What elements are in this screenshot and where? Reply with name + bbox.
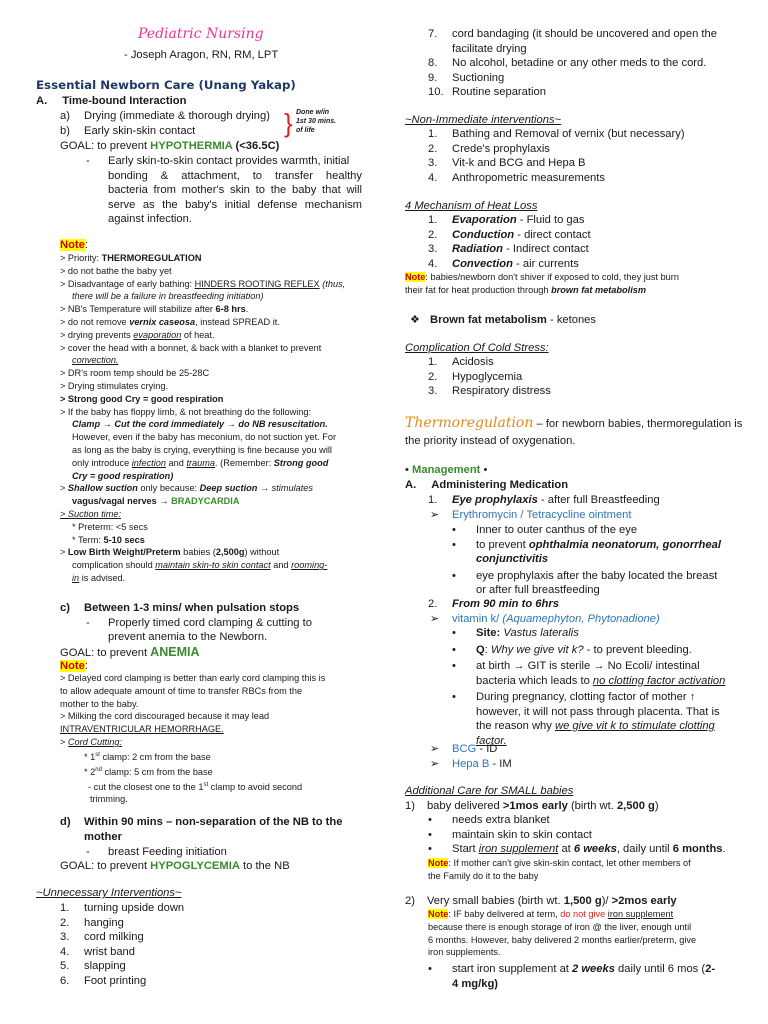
done-note-2: 1st 30 mins. (296, 118, 337, 125)
diamond-icon: ❖ (410, 314, 421, 326)
item-drying: Drying (immediate & thorough drying) (84, 110, 270, 122)
nonimmediate-list: 1. Bathing and Removal of vernix (but necessary) 2. Crede's prophylaxis 3. Vit-k and BCG and Hepa B 4. Anthropometric measurements (428, 128, 685, 184)
note-label: Note (60, 660, 85, 672)
thermoregulation-line-2: the priority instead of oxygenation. (405, 435, 576, 447)
notes-block-1: > Priority: THERMOREGULATION > do not bathe the baby yet > Disadvantage of early bathing: HINDERS ROOTING REFLEX (thus, there will be a failure in breastfeeding initiation) > NB's Temperature will stabilize after 6-8 hrs. > do not remove vernix caseosa, instead SPREAD it. > drying prevents evaporation of heat. > cover the head with a bonnet, & back with a blanket to prevent convection. > DR's room temp should be 25-28C > Drying stimulates crying. > Strong good Cry = good respiration > If the baby has floppy limb, & not breathing do the following: Clamp → Cut the cord immediately → do NB resuscitation. However, even if the baby has meconium, do not suction yet. For as long as the baby is crying, everything is fine because you will only introduce infection and trauma. (Remember: Strong good Cry = good respiration) > Shallow suction only because: Deep suction → stimulates vagus/vagal nerves → BRADYCARDIA > Suction time: * Preterm: <5 secs * Term: 5-10 secs > Low Birth Weight/Preterm babies (2,500g) without complication should maintain skin-to skin contact and rooming- in is advised. (60, 253, 346, 583)
item-d-marker: d) (60, 816, 71, 828)
item-c-marker: c) (60, 602, 70, 614)
dash-icon: - (86, 155, 90, 167)
goal-hypoglycemia: GOAL: to prevent HYPOGLYCEMIA to the NB (60, 860, 290, 872)
thermoregulation-line: Thermoregulation – for newborn babies, thermoregulation is (405, 415, 743, 431)
arrow-bullet-icon: ➢ (430, 743, 440, 755)
management-heading: • Management • (405, 464, 488, 476)
author-line: - Joseph Aragon, RN, RM, LPT (124, 49, 279, 61)
goal-anemia: GOAL: to prevent ANEMIA (60, 645, 200, 659)
page-title: Pediatric Nursing (138, 26, 264, 42)
small-babies-title: Additional Care for SMALL babies (405, 785, 574, 797)
goal-hypothermia: GOAL: to prevent HYPOTHERMIA (<36.5C) (60, 140, 280, 152)
skin-paragraph: Early skin-to-skin contact provides warmth, initial bonding & attachment, to transfer healthy bacteria from mother's skin to the baby that will serve as the baby's initial defense mechanism against infection. (108, 155, 362, 225)
eye-prophylaxis-line: 1. Eye prophylaxis - after full Breastfeeding (428, 494, 660, 506)
eye-bullets: • Inner to outer canthus of the eye • to prevent ophthalmia neonatorum, gonorrheal conjunctivitis • eye prophylaxis after the baby located the breast or after full breastfeeding (452, 524, 721, 596)
item-a-marker: a) (60, 110, 70, 122)
small-2-note: Note: IF baby delivered at term, do not give iron supplement because there is enough storage of iron @ the liver, enough until 6 months. However, baby delivered 2 months earlier/preterm, give iron supplements. (428, 909, 697, 958)
arrow-bullet-icon: ➢ (430, 613, 440, 625)
label-a-right: A. (405, 479, 417, 491)
notes-block-2: > Delayed cord clamping is better than early cord clamping this is to allow adequate amount of time to transfer RBCs from the mother to the baby. > Milking the cord discouraged because it may lead INTRAVENTRICULAR HEMORRHAGE. > Cord Cutting: * 1st clamp: 2 cm from the base * 2nd clamp: 5 cm from the base - cut the closest one to the 1st clamp to avoid second trimming. (60, 673, 326, 805)
bcg-line: BCG - ID (452, 743, 498, 755)
section-title: Essential Newborn Care (Unang Yakap) (36, 78, 296, 92)
small-2-bullet: • start iron supplement at 2 weeks daily until 6 mos (2- 4 mg/kg) (428, 963, 716, 990)
small-2-line: 2) Very small babies (birth wt. 1,500 g)/ >2mos early (405, 895, 677, 907)
brace-icon: } (284, 108, 293, 138)
small-1-note: Note: If mother can't give skin-skin contact, let other members of the Family do it to the baby (428, 858, 691, 881)
vitk-time-line: 2. From 90 min to 6hrs (428, 598, 559, 610)
item-b-marker: b) (60, 125, 70, 137)
done-note-1: Done w/in (296, 109, 330, 116)
note-label: Note (60, 239, 85, 251)
c-heading: Between 1-3 mins/ when pulsation stops (84, 602, 300, 614)
dash-icon: - (86, 617, 90, 629)
heat-note: Note: babies/newborn don't shiver if exposed to cold, they just burn their fat for heat production through brown fat metabolism (405, 272, 679, 295)
d-heading-1: Within 90 mins – non-separation of the NB to the (84, 816, 343, 828)
item-skin-contact: Early skin-skin contact (84, 125, 196, 137)
vitk-bullets: • Site: Vastus lateralis • Q: Why we give vit k? - to prevent bleeding. • at birth → GIT is sterile → No Ecoli/ intestinal bacteria which leads to no clotting factor activation • During pregnancy, clotting factor of mother ↑ however, it will not pass through placenta. That is the reason why we give vit k to stimulate clotting factor. (452, 627, 726, 747)
nonimmediate-title: ~Non-Immediate interventions~ (405, 114, 562, 126)
c-text-1: Properly timed cord clamping & cutting to (108, 617, 312, 629)
hepab-line: Hepa B - IM (452, 758, 512, 770)
arrow-bullet-icon: ➢ (430, 758, 440, 770)
heatloss-title: 4 Mechanism of Heat Loss (405, 200, 538, 212)
cold-stress-title: Complication Of Cold Stress: (405, 342, 549, 354)
d-item: breast Feeding initiation (108, 846, 227, 858)
heatloss-list: 1. Evaporation - Fluid to gas 2. Conduction - direct contact 3. Radiation - Indirect contact 4. Convection - air currents (428, 214, 591, 270)
unnecessary-list: 1. turning upside down 2. hanging 3. cord milking 4. wrist band 5. slapping 6. Foot printing (60, 902, 185, 987)
continued-list: 7. cord bandaging (it should be uncovered and open the facilitate drying 8. No alcohol, betadine or any other meds to the cord. 9. Suctioning 10. Routine separation (428, 28, 717, 98)
cold-stress-list: 1. Acidosis 2. Hypoglycemia 3. Respiratory distress (428, 356, 551, 397)
vitk-line: vitamin k/ (Aquamephyton, Phytonadione) (452, 613, 660, 625)
arrow-bullet-icon: ➢ (430, 509, 440, 521)
administering-heading: Administering Medication (431, 479, 569, 491)
erythromycin-line: Erythromycin / Tetracycline ointment (452, 509, 632, 521)
dash-icon: - (86, 846, 90, 858)
small-1-bullets: • needs extra blanket • maintain skin to skin contact • Start iron supplement at 6 weeks, daily until 6 months. (428, 814, 726, 855)
time-bound-heading: Time-bound Interaction (62, 95, 187, 107)
small-1-line: 1) baby delivered >1mos early (birth wt. 2,500 g) (405, 800, 659, 812)
c-text-2: prevent anemia to the Newborn. (108, 631, 268, 643)
label-a: A. (36, 95, 48, 107)
unnecessary-title: ~Unnecessary Interventions~ (36, 887, 182, 899)
done-note-3: of life (296, 127, 315, 134)
brown-fat-line: Brown fat metabolism - ketones (430, 314, 597, 326)
d-heading-2: mother (84, 831, 122, 843)
